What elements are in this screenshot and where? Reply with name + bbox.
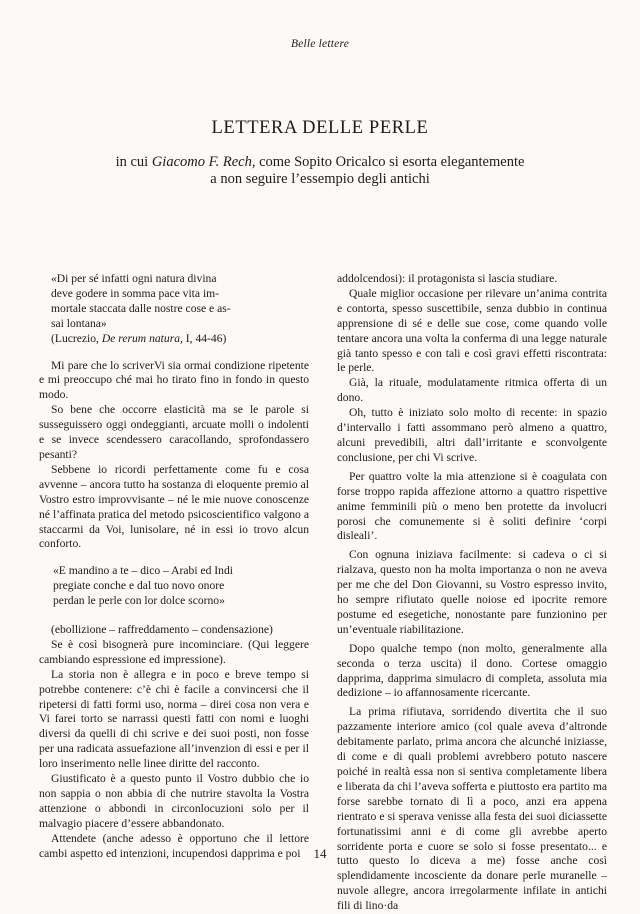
epigraph-line: mortale staccata dalle nostre cose e as- <box>51 301 231 315</box>
epigraph-line: «Di per sé infatti ogni natura divina <box>51 272 217 285</box>
paragraph: Oh, tutto è iniziato solo molto di recente: in spazio d’intervallo i fatti assommano però almeno a quattro, alcuni prevedibili, altri dall’irritante e sconvolgente conclusione, per chi Vi scrive. <box>337 406 607 464</box>
citation-work: De rerum natura, <box>101 331 183 345</box>
epigraph <box>39 272 309 332</box>
paragraph: Attendete (anche adesso è opportuno che il lettore cambi aspetto ed intenzioni, incupendosi dapprima e poi <box>39 831 309 860</box>
author-name: Giacomo F. Rech, <box>151 154 256 170</box>
verse-line: perdan le perle con lor dolce scorno» <box>53 594 225 608</box>
right-column <box>337 272 607 914</box>
epigraph-citation <box>39 332 309 347</box>
page-number: 14 <box>313 846 327 861</box>
verse-line: pregiate conche e dal tuo novo onore <box>53 579 225 593</box>
subtitle-text: in cui <box>115 154 152 170</box>
subtitle-line-1 <box>90 154 550 171</box>
paragraph: Se è così bisognerà pure incominciare. (Qui leggere cambiando espressione ed impressione). <box>39 637 309 666</box>
subtitle-text: come Sopito Oricalco si esorta elegantemente <box>255 154 525 170</box>
paragraph: So bene che occorre elasticità ma se le parole si susseguissero oggi ondeggianti, arcuate molli o indolenti e se invece scendessero caracollando, sprofondassero pesanti? <box>39 403 309 461</box>
paragraph: Sebbene io ricordi perfettamente come fu e cosa avvenne – ancora tutto ha sostanza di eloquente premio al Vostro estro improvvisante – né le mie nuove conoscenze né l’affinata pratica del metodo psicoscientifico valgono a staccarmi da Voi, lunisolare, né in essi io trovo alcun conforto. <box>39 462 309 551</box>
paragraph: Per quattro volte la mia attenzione si è coagulata con forse troppo rapida affezione attorno a quattro rispettive anime femminili più o meno ben protette da involucri porosi che comunemente si è soliti definire ‘corpi disleali’. <box>337 469 607 543</box>
article-title: LETTERA DELLE PERLE <box>211 118 429 138</box>
verse-quote <box>53 564 309 609</box>
parenthetical-line: (ebollizione – raffreddamento – condensazione) <box>51 623 273 637</box>
paragraph: Già, la rituale, modulatamente ritmica offerta di un dono. <box>337 376 607 405</box>
paragraph: Con ognuna iniziava facilmente: si cadeva o ci si rialzava, questo non ha molta importanza o non ne aveva per me che del Don Giovanni, su Vostro espresso invito, ho sempre rifiutato quelle noiose ed ipocrite remore postume ed esegetiche, nonostante pare funzionino per un’eventuale riabilitazione. <box>337 548 607 636</box>
epigraph-line: deve godere in somma pace vita im- <box>51 286 220 300</box>
paragraph: Mi pare che lo scriverVi sia ormai condizione ripetente e mi preoccupo ché mai ho tirato fino in fondo in questo modo. <box>39 358 309 402</box>
paragraph: Giustificato è a questo punto il Vostro dubbio che io non sappia o non abbia di che nutrire stavolta la Vostra attenzione o abbondi in circonlocuzioni solo per il malvagio piacere d’essere abbandonato. <box>39 772 309 830</box>
paragraph: La prima rifiutava, sorridendo divertita che il suo pazzamente interiore amico (col quale aveva d’altronde debitamente parlato, prima ancora che alcunché iniziasse, di come e di quali problemi avrebbero potuto nascere poiché in realtà essa non si sentiva completamente libera e liberata da chi l’aveva sofferta e piuttosto era partito ma forse sarebbe tornato di lì a poco, anzi era appena rientrato e si sperava venisse alla festa dei suoi diciassette fortunatissimi anni e di come gli avrebbe aperto sorridente porta e cuore se solo si fosse presentato... e tutto questo lo diceva a me) fosse anche così splendidamente incosciente da donare perle muranelle – nuvole allegre, ancora irregolarmente infilate in antichi fili di lino·da <box>337 705 607 913</box>
epigraph-line: sai lontana» <box>51 316 107 330</box>
paragraph: La storia non è allegra e in poco e breve tempo si potrebbe contenere: c’è chi è facile a convincersi che il ripetersi di fatti formi uso, norma – direi cosa non vera e Vi farei torto se narrassi questi fatti con nomi e luoghi diversi da quelli di chi scrive e dei suoi posti, non fosse per una radicata assuefazione all’invenzion di essi e per il loro inserimento nelle linee diritte del racconto. <box>39 667 309 771</box>
article-subtitle <box>90 154 550 188</box>
paragraph: Dopo qualche tempo (non molto, generalmente alla seconda o terza uscita) il dono. Cortese omaggio dapprima, dapprima simulacro di completa, assoluta mia dedizione – io affannosamente ricercante. <box>337 641 607 700</box>
paragraph: Quale miglior occasione per rilevare un’anima contrita e contorta, spesso suscettibile, senza dubbio in continua apprensione di sé e delle sue cose, come quando volle tentare ancora una volta la conferma di una legge naturale già tanto spesso e con tali e così gravi effetti riscontrata: le perle. <box>337 286 607 375</box>
citation-text: (Lucrezio, <box>51 331 102 345</box>
verse-line: «E mandino a te – dico – Arabi ed Indi <box>53 564 233 578</box>
running-head: Belle lettere <box>290 38 350 50</box>
paragraph: addolcendosi): il protagonista si lascia studiare. <box>337 272 558 285</box>
left-column <box>39 272 309 862</box>
subtitle-line-2: a non seguire l’essempio degli antichi <box>210 171 430 187</box>
citation-ref: I, 44-46) <box>182 331 227 345</box>
